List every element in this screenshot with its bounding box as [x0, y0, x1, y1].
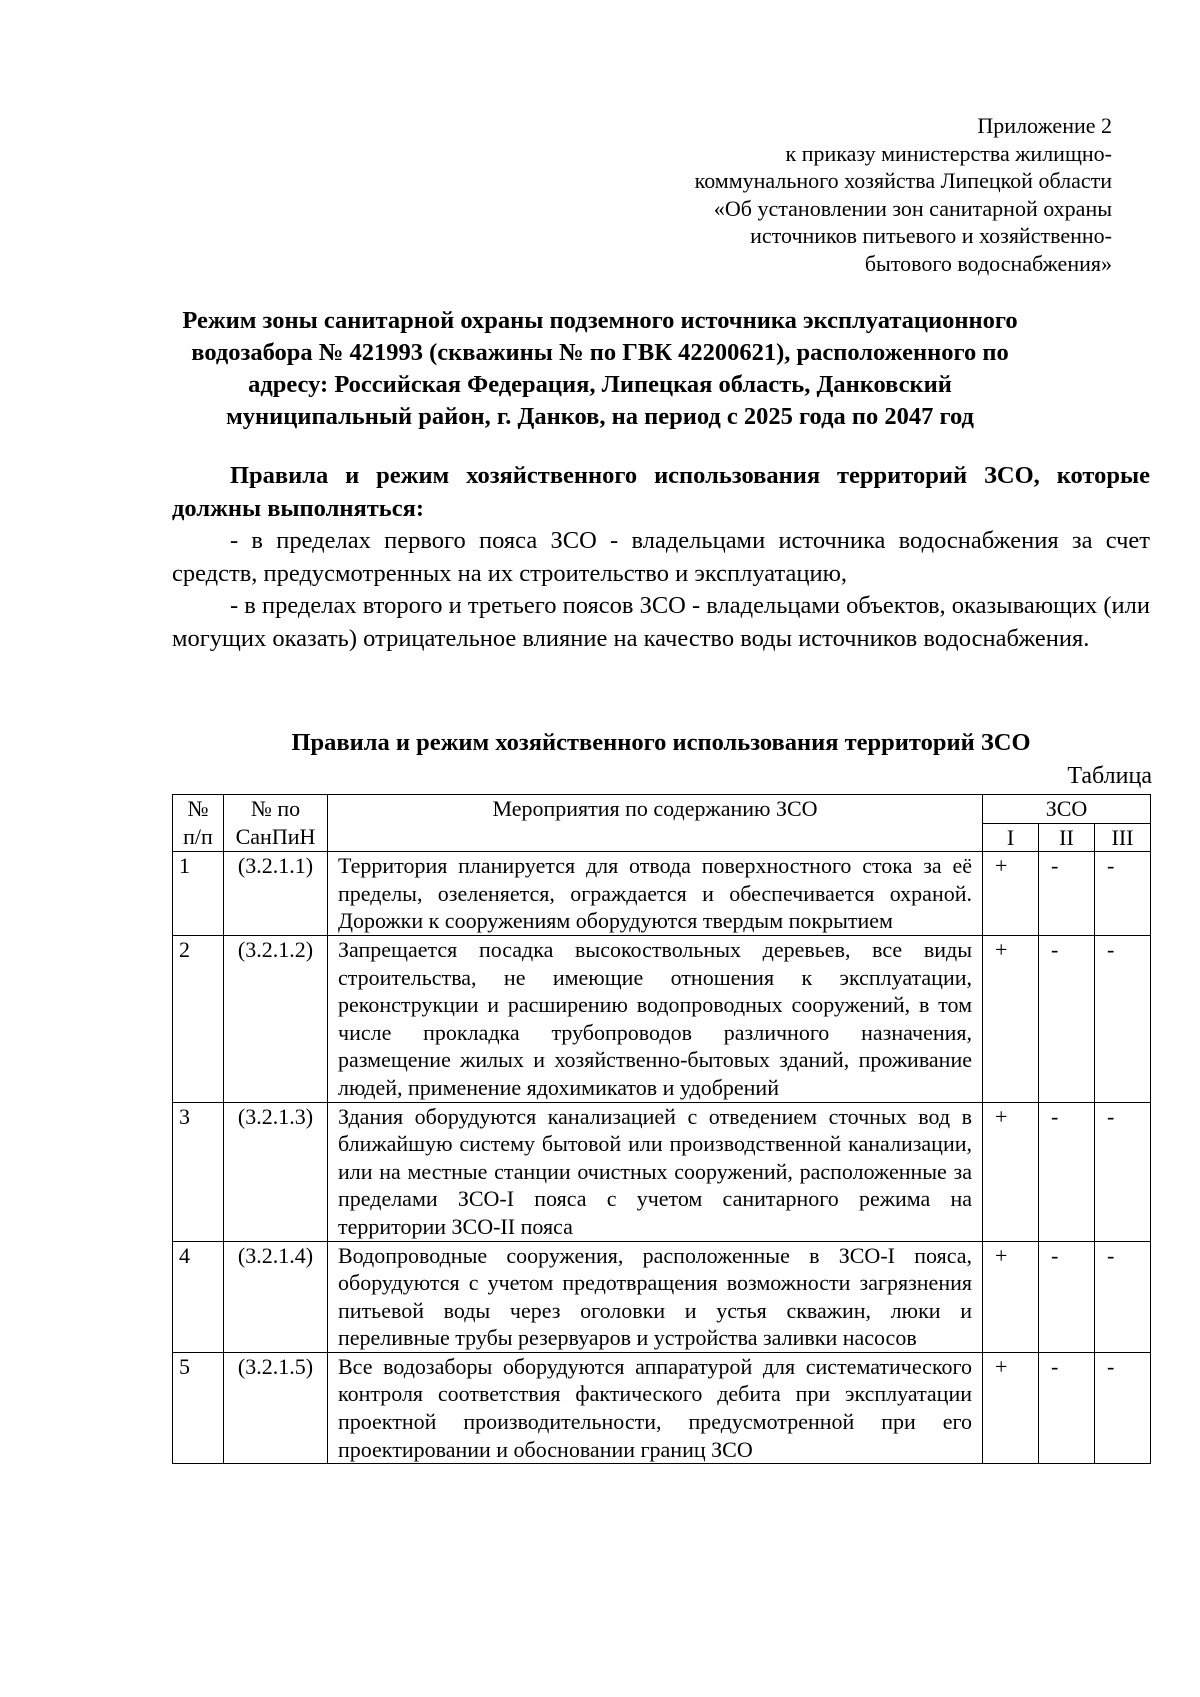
title-line: адресу: Российская Федерация, Липецкая область, Данковский [248, 371, 952, 398]
header-num: № п/п [173, 795, 224, 852]
annex-line: источников питьевого и хозяйственно- [750, 223, 1112, 248]
table-header-row [173, 795, 1151, 824]
row-belt-3: - [1095, 1102, 1151, 1241]
header-zso: ЗСО [983, 795, 1151, 824]
row-num: 2 [173, 935, 224, 1102]
row-belt-2: - [1039, 935, 1095, 1102]
rules-item-first-belt: - в пределах первого пояса ЗСО - владельцами источника водоснабжения за счет средств, предусмотренных на их строительство и эксплуатацию, [172, 527, 1150, 587]
row-belt-1: + [983, 1102, 1039, 1241]
row-belt-1: + [983, 1241, 1039, 1352]
row-num: 1 [173, 852, 224, 936]
measures-table [172, 794, 1151, 1464]
row-belt-2: - [1039, 1352, 1095, 1463]
annex-line: бытового водоснабжения» [864, 250, 1112, 276]
row-belt-2: - [1039, 1102, 1095, 1241]
rules-item-second-third-belts: - в пределах второго и третьего поясов ЗСО - владельцами объектов, оказывающих (или могущих оказать) отрицательное влияние на качество воды источников водоснабжения. [172, 592, 1150, 652]
row-text: Здания оборудуются канализацией с отведением сточных вод в ближайшую систему бытовой или производственной канализации, или на местные станции очистных сооружений, расположенные за пределами ЗСО-I пояса с учетом санитарного режима на территории ЗСО-II пояса [328, 1102, 983, 1241]
row-belt-1: + [983, 935, 1039, 1102]
header-sanpin: № по СанПиН [224, 795, 328, 852]
row-belt-3: - [1095, 1352, 1151, 1463]
title-line: Режим зоны санитарной охраны подземного источника эксплуатационного [182, 307, 1018, 334]
title-line: муниципальный район, г. Данков, на период с 2025 года по 2047 год [226, 403, 974, 430]
row-belt-3: - [1095, 1241, 1151, 1352]
table-row [173, 935, 1151, 1102]
table-row [173, 1241, 1151, 1352]
rules-heading: Правила и режим хозяйственного использования территорий ЗСО, которые должны выполняться: [172, 462, 1150, 522]
row-num: 4 [173, 1241, 224, 1352]
annex-header [472, 112, 1112, 277]
row-belt-1: + [983, 852, 1039, 936]
annex-line: Приложение 2 [977, 113, 1112, 138]
row-belt-1: + [983, 1352, 1039, 1463]
annex-line: коммунального хозяйства Липецкой области [694, 168, 1112, 193]
annex-line: «Об установлении зон санитарной охраны [713, 195, 1112, 221]
table-row [173, 1352, 1151, 1463]
header-belt-1: I [983, 823, 1039, 852]
title-line: водозабора № 421993 (скважины № по ГВК 42200621), расположенного по [191, 339, 1009, 366]
row-sanpin: (3.2.1.1) [224, 852, 328, 936]
table-row [173, 1102, 1151, 1241]
document-title [150, 305, 1050, 433]
row-text: Запрещается посадка высокоствольных деревьев, все виды строительства, не имеющие отношения к эксплуатации, реконструкции и расширению водопроводных сооружений, в том числе прокладка трубопроводов различного назначения, размещение жилых и хозяйственно-бытовых зданий, проживание людей, применение ядохимикатов и удобрений [328, 935, 983, 1102]
row-text: Водопроводные сооружения, расположенные в ЗСО-I пояса, оборудуются с учетом предотвращения возможности загрязнения питьевой воды через оголовки и устья скважин, люки и переливные трубы резервуаров и устройства заливки насосов [328, 1241, 983, 1352]
row-num: 5 [173, 1352, 224, 1463]
row-sanpin: (3.2.1.3) [224, 1102, 328, 1241]
row-text: Все водозаборы оборудуются аппаратурой для систематического контроля соответствия фактического дебита при эксплуатации проектной производительности, предусмотренной при его проектировании и обосновании границ ЗСО [328, 1352, 983, 1463]
row-belt-3: - [1095, 852, 1151, 936]
row-sanpin: (3.2.1.5) [224, 1352, 328, 1463]
row-belt-2: - [1039, 1241, 1095, 1352]
row-belt-2: - [1039, 852, 1095, 936]
row-sanpin: (3.2.1.4) [224, 1241, 328, 1352]
row-text: Территория планируется для отвода поверхностного стока за её пределы, озеленяется, ограждается и обеспечивается охраной. Дорожки к сооружениям оборудуются твердым покрытием [328, 852, 983, 936]
header-belt-2: II [1039, 823, 1095, 852]
annex-line: к приказу министерства жилищно- [785, 140, 1112, 166]
table-row [173, 852, 1151, 936]
header-belt-3: III [1095, 823, 1151, 852]
row-sanpin: (3.2.1.2) [224, 935, 328, 1102]
table-caption: Таблица [1067, 763, 1152, 789]
rules-section [172, 460, 1150, 655]
header-measures: Мероприятия по содержанию ЗСО [328, 795, 983, 852]
row-belt-3: - [1095, 935, 1151, 1102]
table-title: Правила и режим хозяйственного использования территорий ЗСО [291, 729, 1031, 756]
row-num: 3 [173, 1102, 224, 1241]
